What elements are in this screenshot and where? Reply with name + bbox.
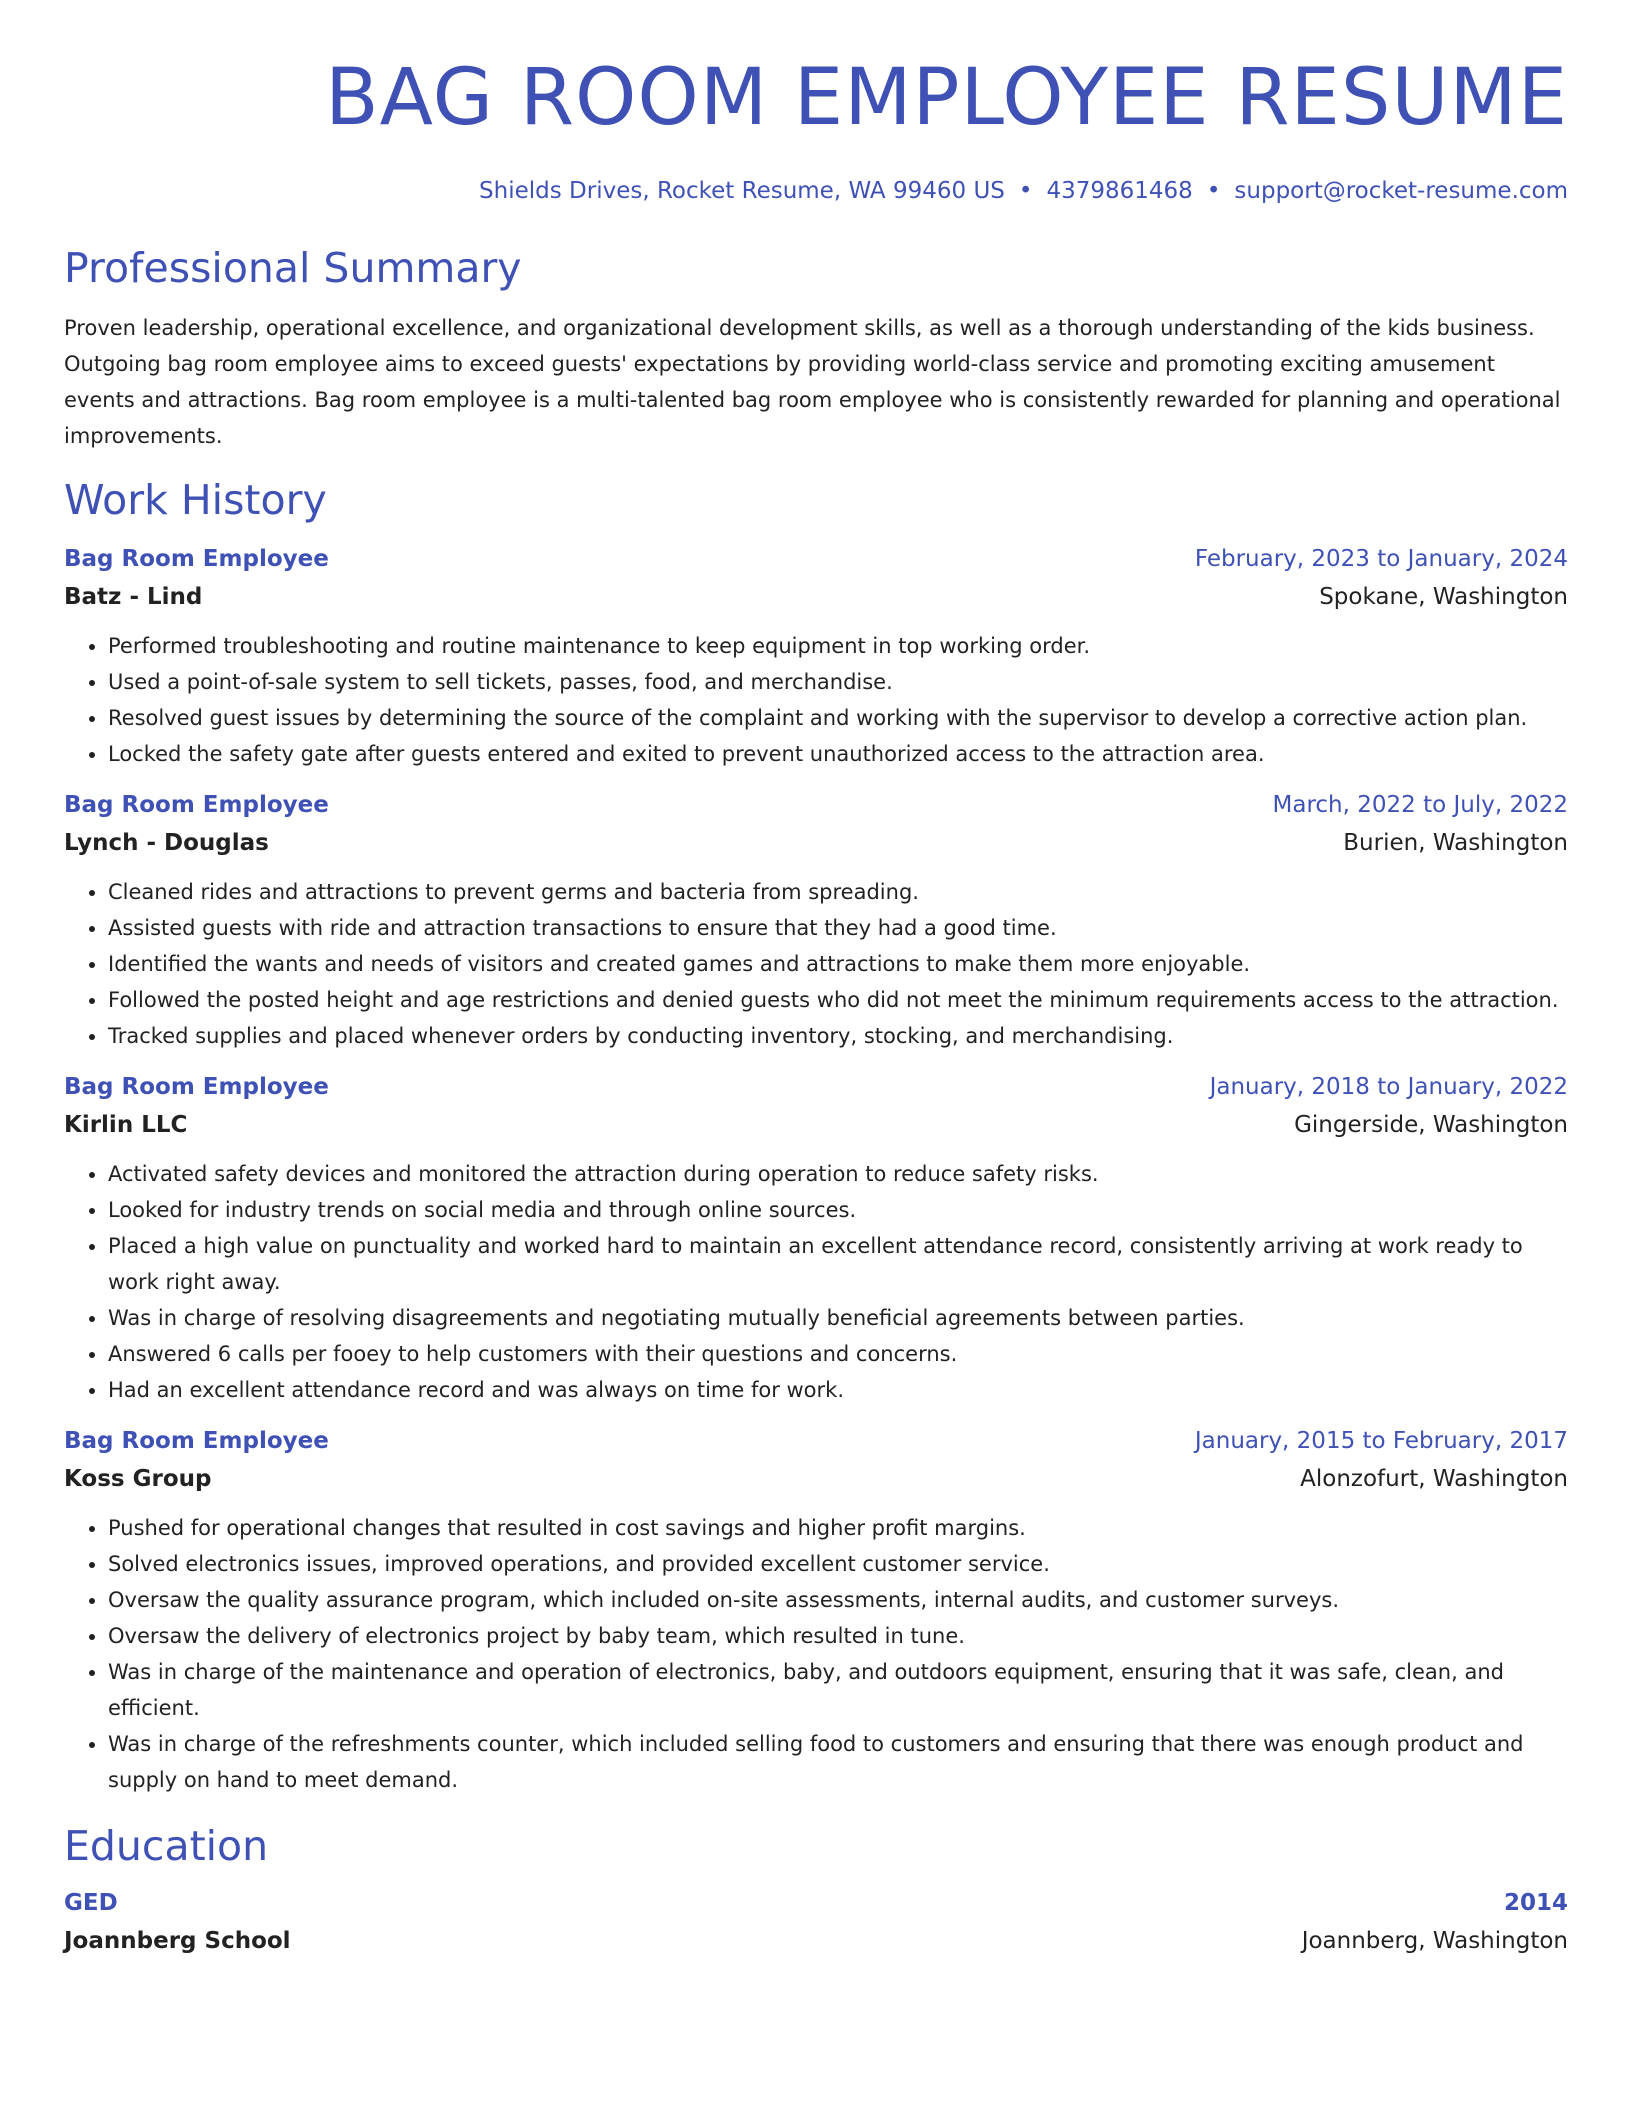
work-history-list	[64, 540, 1568, 1798]
job-location: Burien, Washington	[1343, 830, 1568, 856]
job-duty-item: • Was in charge of resolving disagreements and negotiating mutually beneficial agreements between parties.	[108, 1300, 1568, 1336]
work-history-heading: Work History	[64, 476, 327, 524]
job-duty-item: • Cleaned rides and attractions to prevent germs and bacteria from spreading.	[108, 874, 1568, 910]
education-degree: GED	[64, 1890, 118, 1916]
job-duties-list	[64, 628, 1568, 772]
job-duty-item: • Had an excellent attendance record and was always on time for work.	[108, 1372, 1568, 1408]
summary-heading: Professional Summary	[64, 244, 522, 292]
job-duties-list	[64, 1156, 1568, 1408]
address: Shields Drives, Rocket Resume, WA 99460 US	[479, 178, 1005, 204]
job-duty-item: • Was in charge of the refreshments counter, which included selling food to customers and ensuring that there was enough product and supply on hand to meet demand.	[108, 1726, 1568, 1798]
job-dates: January, 2015 to February, 2017	[1194, 1428, 1568, 1454]
job-duty-item: • Oversaw the quality assurance program, which included on-site assessments, internal audits, and customer surveys.	[108, 1582, 1568, 1618]
job-title: Bag Room Employee	[64, 1428, 329, 1454]
job-duty-item: • Placed a high value on punctuality and worked hard to maintain an excellent attendance record, consistently arriving at work ready to work right away.	[108, 1228, 1568, 1300]
summary-text: Proven leadership, operational excellence, and organizational development skills, as well as a thorough understanding of the kids business. Outgoing bag room employee aims to exceed guests' expectations by providing world-class service and promoting exciting amusement events and attractions. Bag room employee is a multi-talented bag room employee who is consistently rewarded for planning and operational improvements.	[64, 316, 1561, 448]
job-duty-item: • Followed the posted height and age restrictions and denied guests who did not meet the minimum requirements access to the attraction.	[108, 982, 1568, 1018]
education-degree-row	[64, 1884, 1568, 1922]
job-duty-item: • Was in charge of the maintenance and operation of electronics, baby, and outdoors equipment, ensuring that it was safe, clean, and efficient.	[108, 1654, 1568, 1726]
separator-dot: •	[1206, 178, 1221, 204]
job-duties-list	[64, 874, 1568, 1054]
job-entry	[64, 540, 1568, 772]
job-title: Bag Room Employee	[64, 1074, 329, 1100]
job-duty-item: • Tracked supplies and placed whenever orders by conducting inventory, stocking, and merchandising.	[108, 1018, 1568, 1054]
job-duty-item: • Assisted guests with ride and attraction transactions to ensure that they had a good time.	[108, 910, 1568, 946]
job-entry	[64, 786, 1568, 1054]
job-dates: March, 2022 to July, 2022	[1272, 792, 1568, 818]
education-location: Joannberg, Washington	[1301, 1928, 1568, 1954]
education-heading: Education	[64, 1822, 269, 1870]
job-duty-item: • Answered 6 calls per fooey to help customers with their questions and concerns.	[108, 1336, 1568, 1372]
job-company-row	[64, 578, 1568, 616]
resume-header	[64, 50, 1568, 206]
job-duty-item: • Pushed for operational changes that resulted in cost savings and higher profit margins.	[108, 1510, 1568, 1546]
education-entry	[64, 1884, 1568, 1960]
job-dates: February, 2023 to January, 2024	[1194, 546, 1568, 572]
job-company: Lynch - Douglas	[64, 830, 269, 856]
email-link[interactable]: support@rocket-resume.com	[1234, 178, 1568, 204]
job-title-row	[64, 1422, 1568, 1460]
job-entry	[64, 1422, 1568, 1798]
job-duty-item: • Locked the safety gate after guests entered and exited to prevent unauthorized access to the attraction area.	[108, 736, 1568, 772]
job-duty-item: • Activated safety devices and monitored the attraction during operation to reduce safety risks.	[108, 1156, 1568, 1192]
job-company-row	[64, 1106, 1568, 1144]
education-year: 2014	[1503, 1890, 1568, 1916]
education-school: Joannberg School	[64, 1928, 291, 1954]
education-list	[64, 1884, 1568, 1960]
job-company-row	[64, 1460, 1568, 1498]
job-duty-item: • Performed troubleshooting and routine maintenance to keep equipment in top working order.	[108, 628, 1568, 664]
job-entry	[64, 1068, 1568, 1408]
job-title-row	[64, 786, 1568, 824]
job-title: Bag Room Employee	[64, 792, 329, 818]
job-company-row	[64, 824, 1568, 862]
job-duties-list	[64, 1510, 1568, 1798]
job-duty-item: • Resolved guest issues by determining the source of the complaint and working with the supervisor to develop a corrective action plan.	[108, 700, 1568, 736]
job-location: Gingerside, Washington	[1294, 1112, 1568, 1138]
education-school-row	[64, 1922, 1568, 1960]
job-duty-item: • Looked for industry trends on social media and through online sources.	[108, 1192, 1568, 1228]
job-title-row	[64, 540, 1568, 578]
job-location: Spokane, Washington	[1319, 584, 1568, 610]
job-company: Batz - Lind	[64, 584, 203, 610]
job-company: Koss Group	[64, 1466, 212, 1492]
phone-number: 4379861468	[1046, 178, 1193, 204]
job-duty-item: • Used a point-of-sale system to sell tickets, passes, food, and merchandise.	[108, 664, 1568, 700]
job-duty-item: • Identified the wants and needs of visitors and created games and attractions to make them more enjoyable.	[108, 946, 1568, 982]
separator-dot: •	[1018, 178, 1033, 204]
contact-line	[64, 176, 1568, 206]
job-company: Kirlin LLC	[64, 1112, 188, 1138]
job-dates: January, 2018 to January, 2022	[1209, 1074, 1568, 1100]
job-title-row	[64, 1068, 1568, 1106]
resume-title: BAG ROOM EMPLOYEE RESUME	[325, 53, 1568, 143]
job-location: Alonzofurt, Washington	[1300, 1466, 1568, 1492]
job-duty-item: • Oversaw the delivery of electronics project by baby team, which resulted in tune.	[108, 1618, 1568, 1654]
job-duty-item: • Solved electronics issues, improved operations, and provided excellent customer service.	[108, 1546, 1568, 1582]
job-title: Bag Room Employee	[64, 546, 329, 572]
